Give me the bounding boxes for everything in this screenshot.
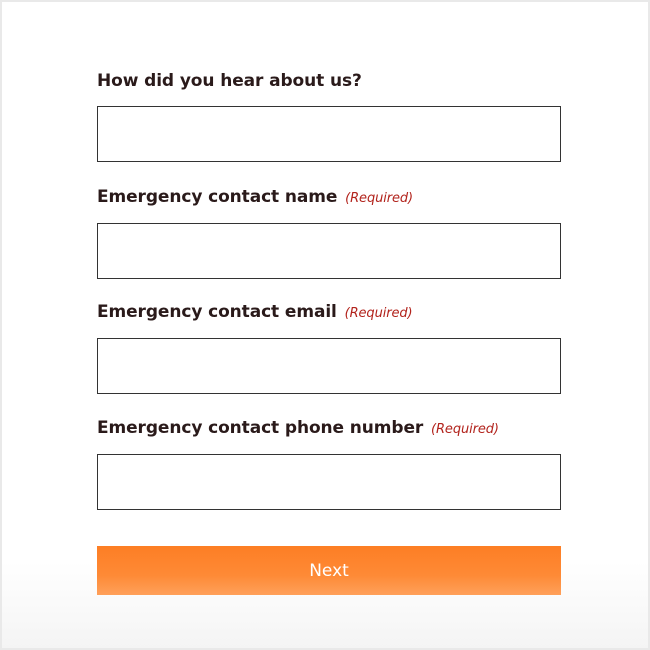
heard-about-us-label-text: How did you hear about us?: [97, 71, 362, 91]
next-button[interactable]: Next: [97, 546, 561, 595]
heard-about-us-input[interactable]: [97, 106, 561, 162]
required-marker: (Required): [431, 422, 499, 437]
emergency-email-label: [97, 302, 412, 322]
emergency-name-label: [97, 187, 413, 207]
emergency-name-label-text: Emergency contact name: [97, 187, 338, 207]
emergency-phone-label-text: Emergency contact phone number: [97, 418, 424, 438]
emergency-phone-label: [97, 418, 499, 438]
emergency-email-input[interactable]: [97, 338, 561, 394]
emergency-phone-input[interactable]: [97, 454, 561, 510]
required-marker: (Required): [345, 191, 414, 206]
emergency-email-label-text: Emergency contact email: [97, 302, 337, 322]
emergency-name-input[interactable]: [97, 223, 561, 279]
heard-about-us-label: [97, 71, 362, 91]
required-marker: (Required): [344, 306, 413, 321]
